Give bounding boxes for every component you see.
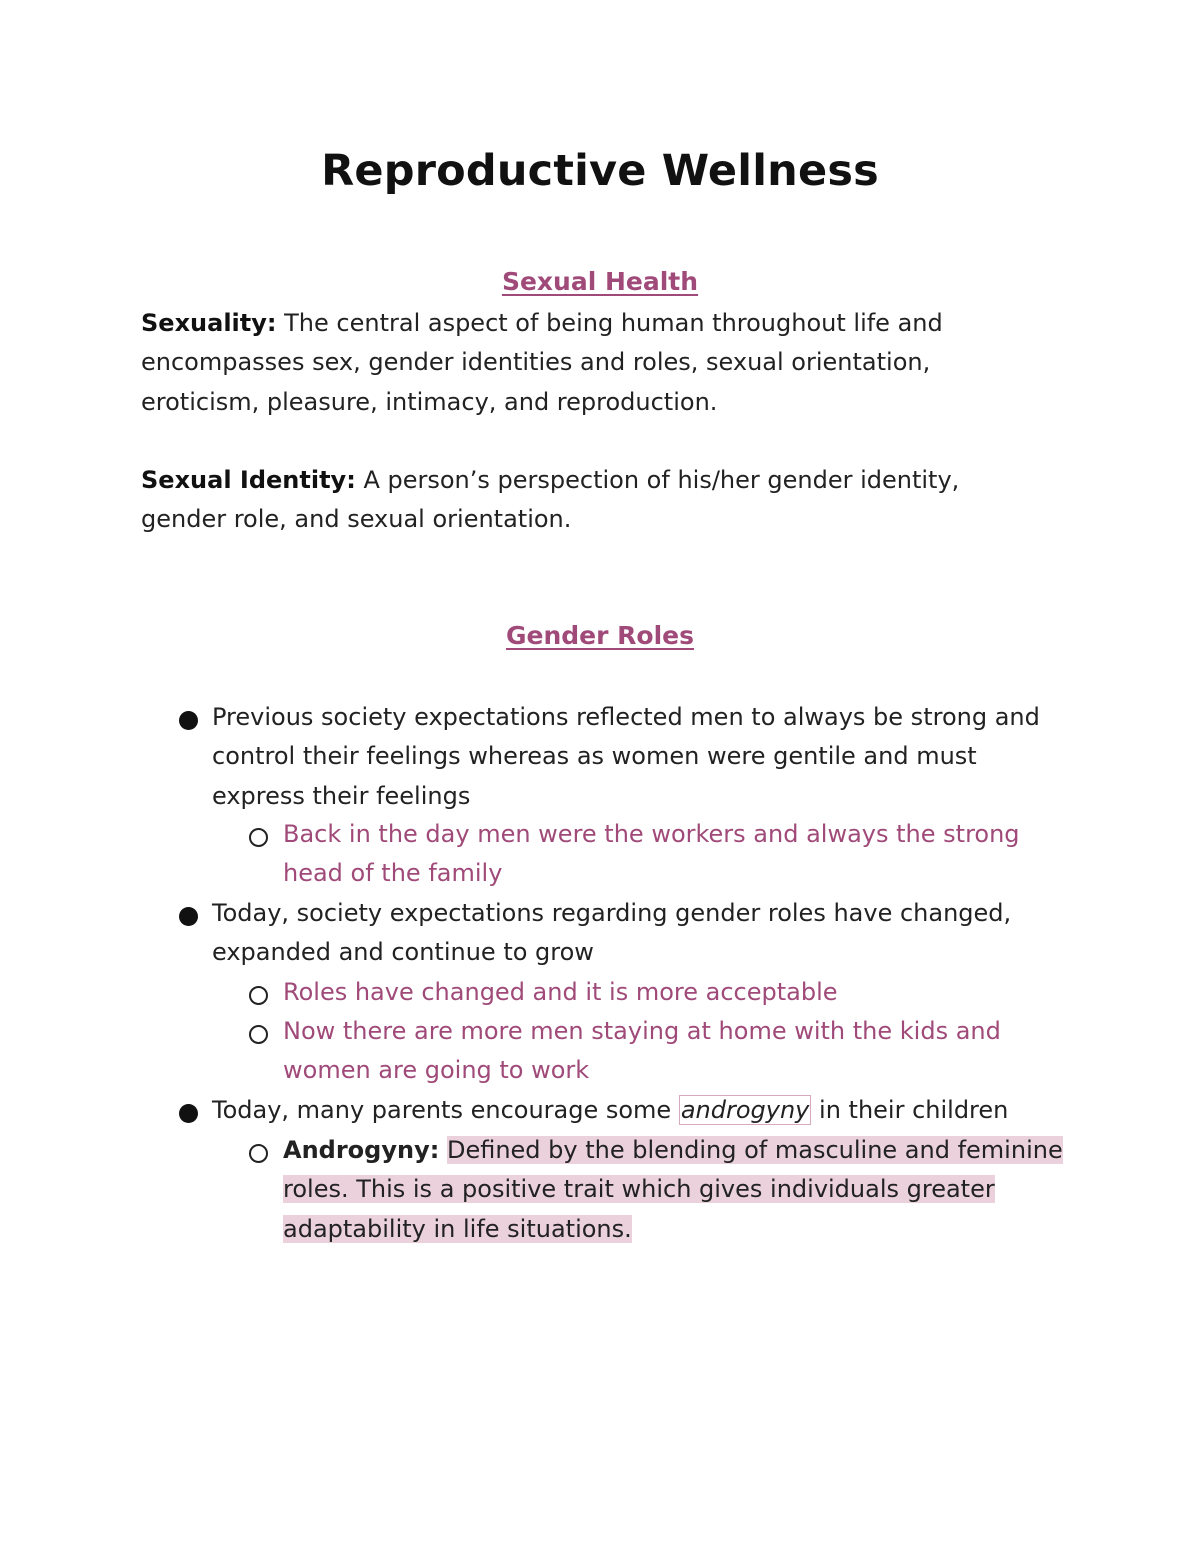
sub-list-item: Androgyny: Defined by the blending of masculine and feminine roles. This is a positive trait which gives individuals greater adaptability in life situations. (283, 1136, 1063, 1243)
sub-list-item: Now there are more men staying at home with the kids and women are going to work (283, 1017, 1001, 1085)
bullet-disc-icon (179, 711, 198, 730)
section-heading-gender-roles: Gender Roles (506, 621, 694, 650)
androgyny-term-highlight: androgyny (680, 1096, 810, 1124)
bullet-circle-icon (249, 1144, 268, 1163)
list-item: Previous society expectations reflected men to always be strong and control their feelings whereas as women were gentile and must express their feelings (212, 703, 1040, 810)
list-item-text: Today, many parents encourage some (212, 1096, 679, 1124)
bullet-circle-icon (249, 1025, 268, 1044)
sexuality-text: The central aspect of being human throughout life and encompasses sex, gender identities and roles, sexual orientation, eroticism, pleasure, intimacy, and reproduction. (141, 309, 943, 416)
sexual-identity-definition: Sexual Identity: A person’s perspection of his/her gender identity, gender role, and sexual orientation. (141, 466, 960, 534)
list-item: Today, society expectations regarding gender roles have changed, expanded and continue to grow (212, 899, 1012, 967)
list-item (212, 1091, 1072, 1130)
androgyny-term: Androgyny (283, 1136, 430, 1164)
sexual-identity-text: A person’s perspection of his/her gender identity, gender role, and sexual orientation. (141, 466, 960, 534)
sexuality-definition: Sexuality: The central aspect of being human throughout life and encompasses sex, gender identities and roles, sexual orientation, eroticism, pleasure, intimacy, and reproduction. (141, 309, 943, 416)
bullet-circle-icon (249, 828, 268, 847)
sexuality-term: Sexuality (141, 309, 267, 337)
androgyny-definition-highlight: Defined by the blending of masculine and feminine roles. This is a positive trait which gives individuals greater adaptability in life situations. (283, 1136, 1063, 1243)
sub-list-item: Back in the day men were the workers and always the strong head of the family (283, 820, 1020, 888)
sub-list-item: Roles have changed and it is more acceptable (283, 978, 838, 1006)
bullet-disc-icon (179, 1104, 198, 1123)
bullet-circle-icon (249, 986, 268, 1005)
sexual-identity-term: Sexual Identity (141, 466, 347, 494)
page-title: Reproductive Wellness (321, 146, 879, 196)
section-heading-sexual-health: Sexual Health (501, 267, 699, 296)
list-item-text: in their children (811, 1096, 1009, 1124)
bullet-disc-icon (179, 907, 198, 926)
